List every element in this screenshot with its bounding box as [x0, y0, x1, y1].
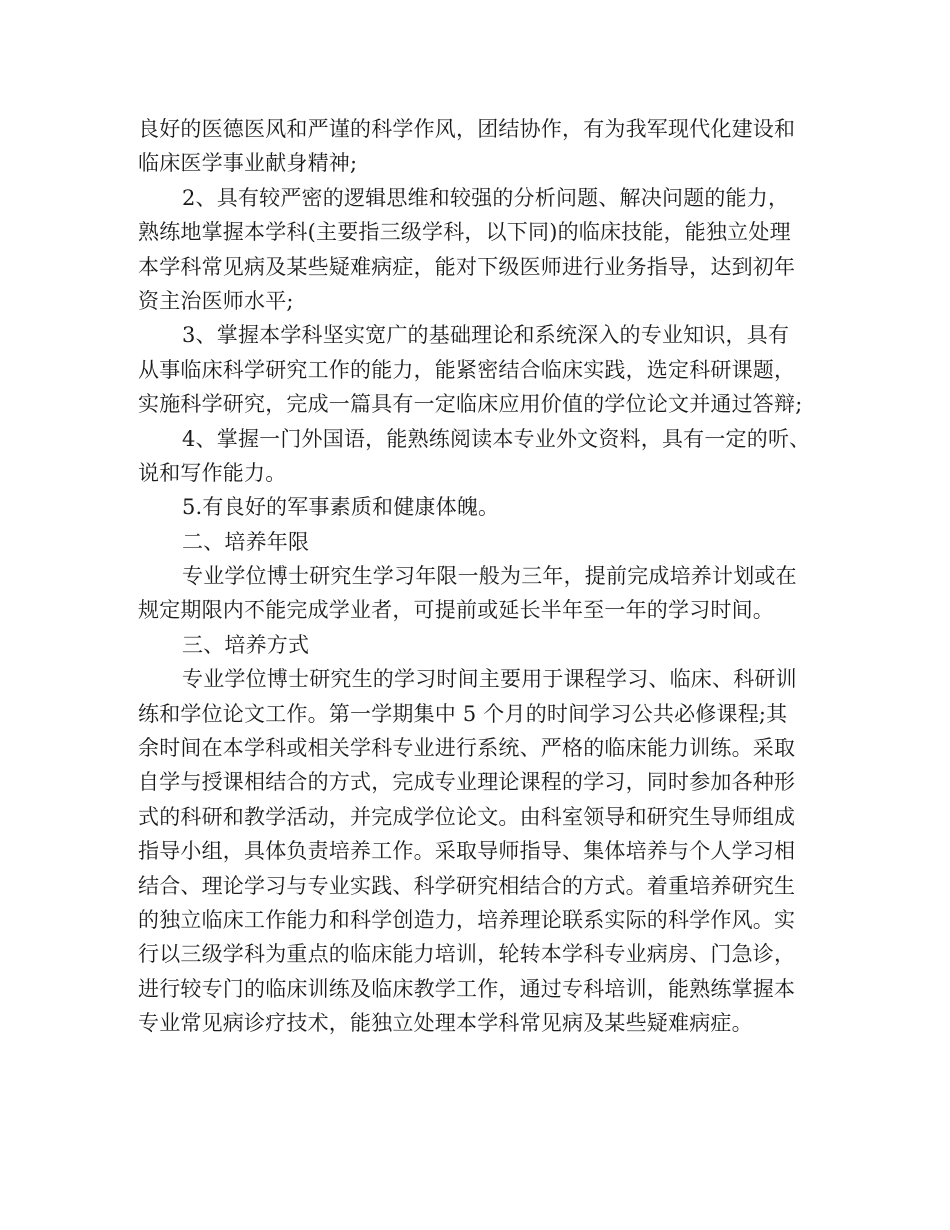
text-line: 专业学位博士研究生学习年限一般为三年，提前完成培养计划或在	[182, 564, 797, 589]
text-line: 熟练地掌握本学科(主要指三级学科，以下同)的临床技能，能独立处理	[138, 220, 791, 245]
text-line: 余时间在本学科或相关学科专业进行系统、严格的临床能力训练。采取	[138, 736, 796, 761]
document-body	[138, 112, 828, 1041]
text-line: 行以三级学科为重点的临床能力培训，轮转本学科专业病房、门急诊，	[138, 942, 796, 967]
text-line: 2、具有较严密的逻辑思维和较强的分析问题、解决问题的能力，	[182, 185, 790, 210]
text-line: 结合、理论学习与专业实践、科学研究相结合的方式。着重培养研究生	[138, 873, 796, 898]
text-line: 说和写作能力。	[138, 460, 287, 485]
text-line: 专业学位博士研究生的学习时间主要用于课程学习、临床、科研训	[182, 667, 797, 692]
text-line: 的独立临床工作能力和科学创造力，培养理论联系实际的科学作风。实	[138, 907, 796, 932]
text-line: 实施科学研究，完成一篇具有一定临床应用价值的学位论文并通过答辩;	[138, 392, 803, 417]
text-line: 4、掌握一门外国语，能熟练阅读本专业外文资料，具有一定的听、	[182, 426, 811, 451]
text-line: 练和学位论文工作。第一学期集中 5 个月的时间学习公共必修课程;其	[138, 701, 788, 726]
text-line: 式的科研和教学活动，并完成学位论文。由科室领导和研究生导师组成	[138, 804, 796, 829]
text-line: 规定期限内不能完成学业者，可提前或延长半年至一年的学习时间。	[138, 598, 774, 623]
text-line: 资主治医师水平;	[138, 288, 294, 313]
text-line: 专业常见病诊疗技术，能独立处理本学科常见病及某些疑难病症。	[138, 1011, 753, 1036]
text-line: 指导小组，具体负责培养工作。采取导师指导、集体培养与个人学习相	[138, 839, 796, 864]
text-line: 进行较专门的临床训练及临床教学工作，通过专科培训，能熟练掌握本	[138, 976, 796, 1001]
text-line: 本学科常见病及某些疑难病症，能对下级医师进行业务指导，达到初年	[138, 254, 796, 279]
text-line: 临床医学事业献身精神;	[138, 151, 358, 176]
text-line: 从事临床科学研究工作的能力，能紧密结合临床实践，选定科研课题，	[138, 357, 796, 382]
text-line: 3、掌握本学科坚实宽广的基础理论和系统深入的专业知识，具有	[182, 323, 790, 348]
text-line: 三、培养方式	[182, 632, 310, 657]
text-line: 良好的医德医风和严谨的科学作风，团结协作，有为我军现代化建设和	[138, 117, 796, 141]
text-line: 自学与授课相结合的方式，完成专业理论课程的学习，同时参加各种形	[138, 770, 796, 795]
text-line: 二、培养年限	[182, 529, 310, 554]
text-line: 5.有良好的军事素质和健康体魄。	[182, 495, 500, 520]
